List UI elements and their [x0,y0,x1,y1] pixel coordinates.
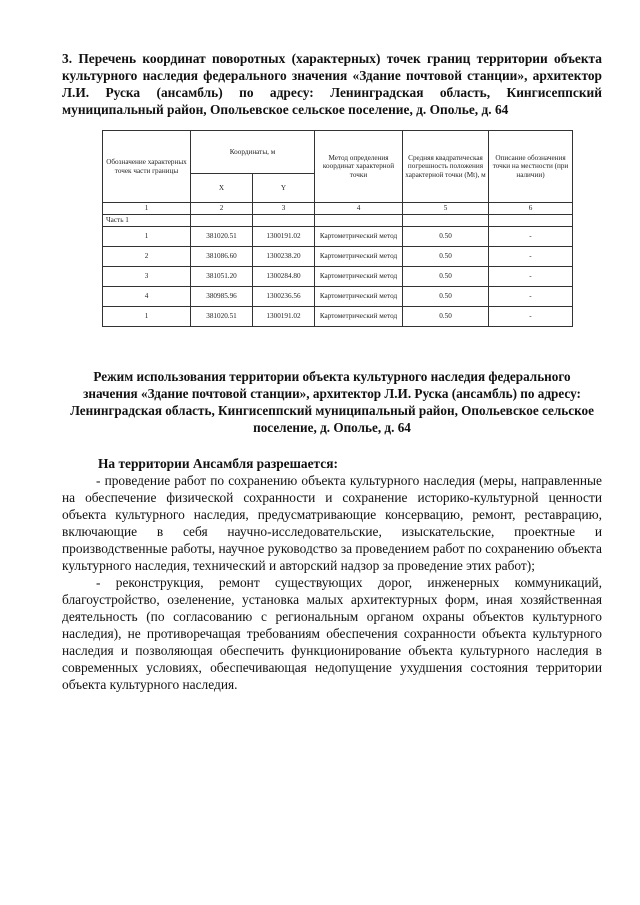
part-row [103,215,573,227]
column-number: 4 [315,203,403,215]
cell-x: 381020.51 [191,227,253,247]
coordinates-table [102,130,573,327]
cell-method: Картометрический метод [315,287,403,307]
cell-method: Картометрический метод [315,247,403,267]
cell-error: 0.50 [403,287,489,307]
header-designation: Обозначение характерных точек части границы [103,131,191,203]
cell-error: 0.50 [403,227,489,247]
header-description: Описание обозначения точки на местности (при наличии) [489,131,573,203]
cell-y: 1300191.02 [253,227,315,247]
part-label: Часть 1 [103,215,191,227]
section-3-heading: 3. Перечень координат поворотных (характерных) точек границ территории объекта культурного наследия федерального значения «Здание почтовой станции», архитектор Л.И. Руска (ансамбль) по адресу: Ленинградская область, Кингисеппский муниципальный район, Опольевское сельское поселение, д. Ополье, д. 64 [62,51,602,117]
cell-error: 0.50 [403,247,489,267]
cell-method: Картометрический метод [315,307,403,327]
regime-heading: Режим использования территории объекта культурного наследия федерального значения «Здание почтовой станции», архитектор Л.И. Руска (ансамбль) по адресу: Ленинградская область, Кингисеппский муниципальный район, Опольевское сельское поселение, д. Ополье, д. 64 [70,369,594,435]
cell-description: - [489,287,573,307]
cell-y: 1300236.56 [253,287,315,307]
table-row [103,307,573,327]
table-row [103,287,573,307]
table-row [103,267,573,287]
cell-description: - [489,307,573,327]
cell-x: 381020.51 [191,307,253,327]
header-y: Y [253,174,315,203]
document-page [62,50,602,693]
cell-x: 380985.96 [191,287,253,307]
cell-description: - [489,267,573,287]
cell-y: 1300191.02 [253,307,315,327]
header-error: Средняя квадратическая погрешность положения характерной точки (Mt), м [403,131,489,203]
paragraph-reconstruction: - реконструкция, ремонт существующих дорог, инженерных коммуникаций, благоустройство, озеленение, установка малых архитектурных форм, иная хозяйственная деятельность (по согласованию с региональным органом охраны объектов культурного наследия), не противоречащая требованиям обеспечения сохранности объекта культурного наследия и позволяющая обеспечить функционирование объекта культурного наследия в современных условиях, обеспечивающая недопущение ухудшения состояния территории объекта культурного наследия. [62,575,602,692]
paragraph-conservation-works: - проведение работ по сохранению объекта культурного наследия (меры, направленные на обеспечение физической сохранности и сохранение историко-культурной ценности объекта культурного наследия, предусматривающие консервацию, ремонт, реставрацию, включающие в себя научно-исследовательские, изыскательские, проектные и производственные работы, научное руководство за проведением работ по сохранению объекта культурного наследия, технический и авторский надзор за проведение этих работ); [62,473,602,573]
allowed-heading: На территории Ансамбля разрешается: [98,456,338,471]
table-row [103,227,573,247]
table-header-row [103,131,573,174]
column-number-row [103,203,573,215]
cell-error: 0.50 [403,267,489,287]
cell-description: - [489,247,573,267]
cell-point: 1 [103,307,191,327]
cell-method: Картометрический метод [315,227,403,247]
table-row [103,247,573,267]
column-number: 2 [191,203,253,215]
cell-point: 2 [103,247,191,267]
cell-x: 381086.60 [191,247,253,267]
cell-x: 381051.20 [191,267,253,287]
cell-y: 1300238.20 [253,247,315,267]
cell-y: 1300284.80 [253,267,315,287]
cell-point: 1 [103,227,191,247]
cell-point: 4 [103,287,191,307]
column-number: 5 [403,203,489,215]
column-number: 6 [489,203,573,215]
header-x: X [191,174,253,203]
header-method: Метод определения координат характерной точки [315,131,403,203]
header-coordinates: Координаты, м [191,131,315,174]
cell-description: - [489,227,573,247]
cell-point: 3 [103,267,191,287]
column-number: 1 [103,203,191,215]
cell-error: 0.50 [403,307,489,327]
column-number: 3 [253,203,315,215]
cell-method: Картометрический метод [315,267,403,287]
